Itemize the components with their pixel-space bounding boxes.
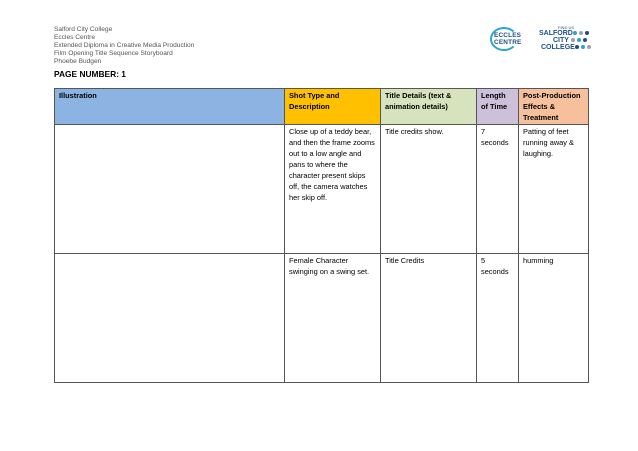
logo-dot-icon	[573, 31, 577, 35]
storyboard-table	[54, 88, 589, 383]
length-cell: 7 seconds	[477, 125, 519, 254]
illustration-cell	[55, 125, 285, 254]
salford-logo-line2: CITY	[553, 37, 569, 44]
table-row	[55, 125, 589, 254]
post-production-cell: humming	[519, 254, 589, 383]
logo-area	[488, 26, 590, 54]
length-cell: 5 seconds	[477, 254, 519, 383]
logo-dot-icon	[583, 38, 587, 42]
author-name: Phoebe Budgen	[54, 58, 102, 65]
salford-logo-line1: SALFORD	[539, 30, 573, 37]
logo-dot-icon	[585, 31, 589, 35]
title-details-cell: Title Credits	[381, 254, 477, 383]
column-header-shot-type: Shot Type and Description	[285, 89, 381, 125]
centre-name: Eccles Centre	[54, 34, 96, 41]
logo-dot-icon	[579, 31, 583, 35]
column-header-post-production: Post-Production Effects & Treatment	[519, 89, 589, 125]
course-name: Extended Diploma in Creative Media Production	[54, 42, 195, 49]
logo-dot-icon	[587, 45, 591, 49]
column-header-title-details: Title Details (text & animation details)	[381, 89, 477, 125]
column-header-illustration: Illustration	[55, 89, 285, 125]
eccles-centre-logo	[488, 26, 522, 54]
logo-dot-icon	[575, 45, 579, 49]
salford-city-college-logo	[537, 26, 590, 54]
shot-description-cell: Close up of a teddy bear, and then the frame zooms out to a low angle and pans to where the character present skips off, the camera watches her skip off.	[285, 125, 381, 254]
document-title: Film Opening Title Sequence Storyboard	[54, 50, 173, 57]
column-header-length: Length of Time	[477, 89, 519, 125]
logo-dot-icon	[571, 38, 575, 42]
title-details-cell: Title credits show.	[381, 125, 477, 254]
salford-logo-line3: COLLEGE	[541, 44, 575, 51]
page-number: PAGE NUMBER: 1	[54, 69, 126, 79]
table-header-row	[55, 89, 589, 125]
table-row	[55, 254, 589, 383]
eccles-logo-line1: ECCLES	[494, 32, 522, 39]
document-header	[54, 26, 194, 66]
logo-dot-icon	[581, 45, 585, 49]
post-production-cell: Patting of feet running away & laughing.	[519, 125, 589, 254]
salford-logo-tagline: FIND US	[558, 25, 574, 30]
college-name: Salford City College	[54, 26, 113, 33]
eccles-logo-line2: CENTRE	[494, 39, 522, 46]
illustration-cell	[55, 254, 285, 383]
shot-description-cell: Female Character swinging on a swing set.	[285, 254, 381, 383]
logo-dot-icon	[577, 38, 581, 42]
